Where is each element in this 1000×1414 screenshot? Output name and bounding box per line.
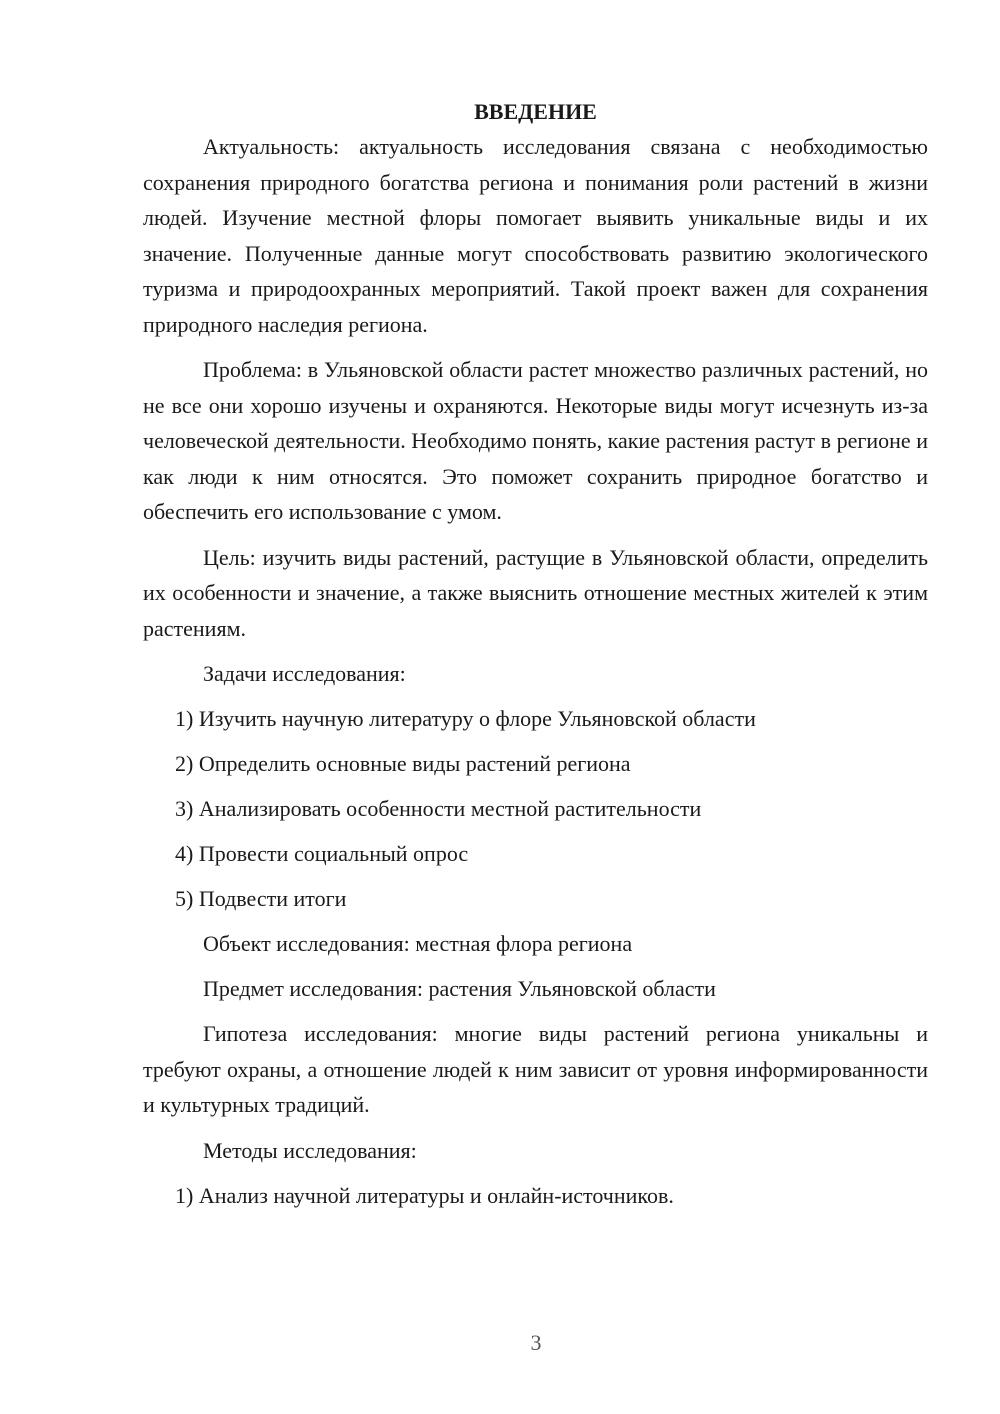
object-line: Объект исследования: местная флора региона bbox=[203, 931, 633, 956]
subject-line: Предмет исследования: растения Ульяновской области bbox=[203, 976, 716, 1001]
goal-paragraph: Цель: изучить виды растений, растущие в Ульяновской области, определить их особенности и значение, а также выяснить отношение местных жителей к этим растениям. bbox=[143, 544, 928, 641]
list-item: 1) Изучить научную литературу о флоре Ульяновской области bbox=[175, 706, 756, 731]
tasks-list bbox=[143, 701, 928, 916]
methods-heading: Методы исследования: bbox=[203, 1137, 417, 1163]
page-title: ВВЕДЕНИЕ bbox=[474, 99, 597, 124]
list-item: 3) Анализировать особенности местной растительности bbox=[175, 796, 702, 821]
list-item: 2) Определить основные виды растений региона bbox=[175, 751, 631, 776]
document-page bbox=[143, 94, 928, 1213]
tasks-heading: Задачи исследования: bbox=[203, 661, 406, 686]
problem-paragraph: Проблема: в Ульяновской области растет множество различных растений, но не все они хорошо изучены и охраняются. Некоторые виды могут исчезнуть из-за человеческой деятельности. Необходимо понять, какие растения растут в регионе и как люди к ним относятся. Это поможет сохранить природное богатство и обеспечить его использование с умом. bbox=[143, 357, 928, 524]
hypothesis-paragraph: Гипотеза исследования: многие виды растений региона уникальны и требуют охраны, а отношение людей к ним зависит от уровня информированности и культурных традиций. bbox=[143, 1021, 928, 1117]
methods-list bbox=[143, 1178, 928, 1213]
list-item: 5) Подвести итоги bbox=[175, 886, 347, 911]
page-number: 3 bbox=[530, 1330, 542, 1355]
list-item: 4) Провести социальный опрос bbox=[175, 841, 469, 866]
list-item: 1) Анализ научной литературы и онлайн-источников. bbox=[175, 1182, 674, 1208]
relevance-paragraph: Актуальность: актуальность исследования связана с необходимостью сохранения природного богатства региона и понимания роли растений в жизни людей. Изучение местной флоры помогает выявить уникальные виды и их значение. Полученные данные могут способствовать развитию экологического туризма и природоохранных мероприятий. Такой проект важен для сохранения природного наследия региона. bbox=[143, 134, 928, 337]
